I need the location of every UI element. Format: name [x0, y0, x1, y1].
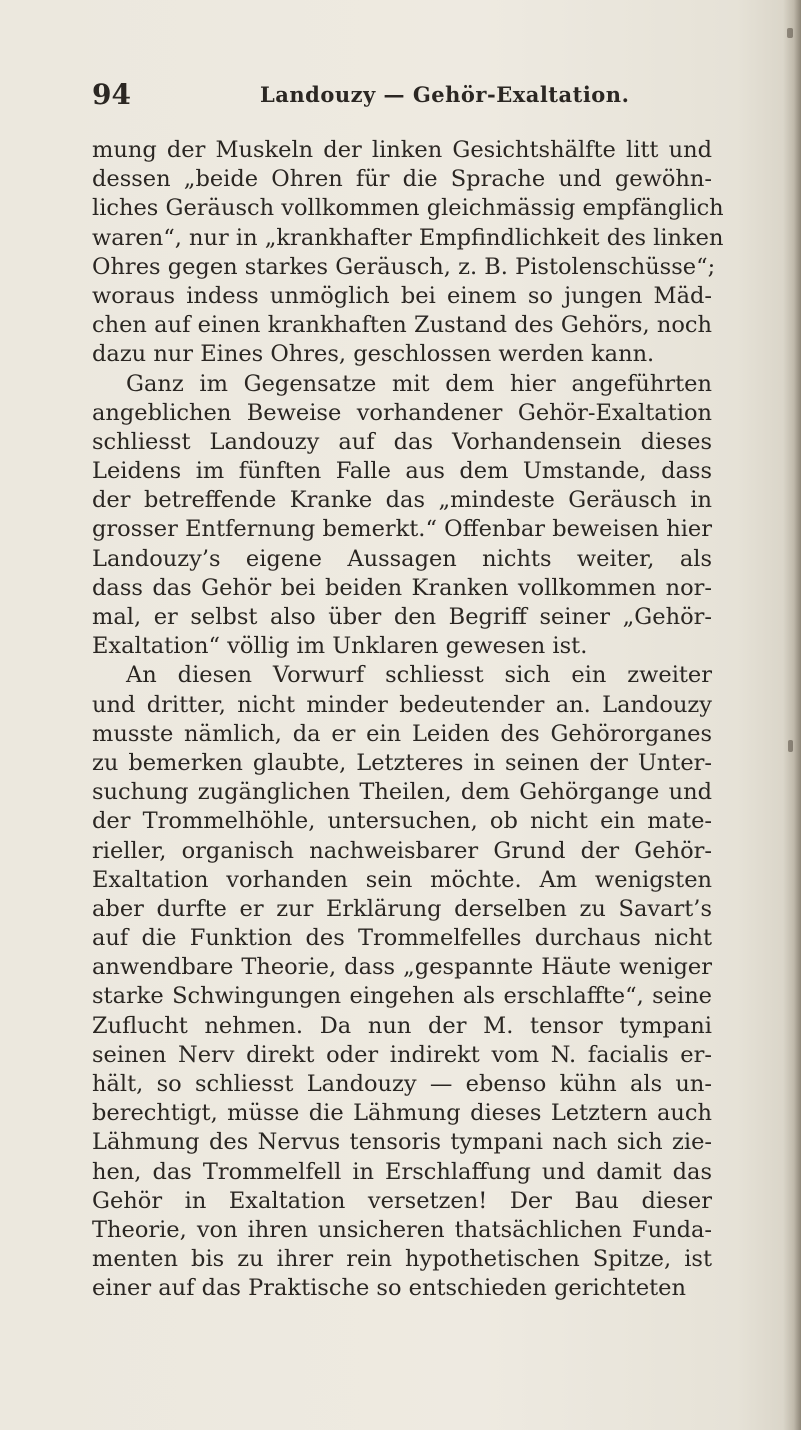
text-line: der betreffende Kranke das „mindeste Geräusch in	[92, 487, 712, 514]
text-line: seinen Nerv direkt oder indirekt vom N. facialis er-	[92, 1041, 712, 1068]
text-line: schliesst Landouzy auf das Vorhandensein dieses	[92, 428, 712, 455]
text-line: Zuflucht nehmen. Da nun der M. tensor tympani	[92, 1012, 712, 1039]
text-line: Lähmung des Nervus tensoris tympani nach sich zie-	[92, 1129, 712, 1156]
text-line: dessen „beide Ohren für die Sprache und gewöhn-	[92, 166, 712, 193]
text-line: Ganz im Gegensatze mit dem hier angeführten	[126, 370, 712, 397]
page-edge-shadow	[783, 0, 801, 1430]
text-line: Leidens im fünften Falle aus dem Umstande, dass	[92, 458, 712, 485]
text-line: Ohres gegen starkes Geräusch, z. B. Pistolenschüsse“;	[92, 253, 716, 280]
text-line: chen auf einen krankhaften Zustand des Gehörs, noch	[92, 312, 712, 339]
text-line: dass das Gehör bei beiden Kranken vollkommen nor-	[92, 574, 712, 601]
text-line: einer auf das Praktische so entschieden gerichteten	[92, 1275, 686, 1302]
text-line: rieller, organisch nachweisbarer Grund der Gehör-	[92, 837, 712, 864]
text-line: hält, so schliesst Landouzy — ebenso kühn als un-	[92, 1071, 712, 1097]
text-line: dazu nur Eines Ohres, geschlossen werden kann.	[92, 341, 655, 368]
text-line: mung der Muskeln der linken Gesichtshälfte litt und	[92, 137, 712, 163]
text-line: der Trommelhöhle, untersuchen, ob nicht ein mate-	[92, 808, 712, 835]
text-line: Exaltation“ völlig im Unklaren gewesen ist.	[92, 633, 588, 660]
text-line: An diesen Vorwurf schliesst sich ein zweiter	[126, 662, 712, 689]
text-line: waren“, nur in „krankhafter Empfindlichkeit des linken	[92, 224, 724, 251]
text-line: Exaltation vorhanden sein möchte. Am wenigsten	[92, 866, 712, 893]
text-line: Landouzy’s eigene Aussagen nichts weiter, als	[92, 545, 712, 572]
text-line: Gehör in Exaltation versetzen! Der Bau dieser	[92, 1187, 712, 1214]
text-line: und dritter, nicht minder bedeutender an. Landouzy	[92, 691, 712, 718]
paper-speck	[788, 740, 793, 752]
page-header	[92, 78, 712, 118]
text-line: menten bis zu ihrer rein hypothetischen Spitze, ist	[92, 1246, 712, 1273]
text-line: aber durfte er zur Erklärung derselben zu Savart’s	[92, 895, 712, 922]
text-line: angeblichen Beweise vorhandener Gehör-Exaltation	[92, 399, 712, 426]
body-text	[92, 136, 724, 1304]
text-line: Theorie, von ihren unsicheren thatsächlichen Funda-	[92, 1216, 712, 1243]
text-line: liches Geräusch vollkommen gleichmässig empfänglich	[92, 195, 724, 222]
text-line: mal, er selbst also über den Begriff seiner „Gehör-	[92, 604, 712, 630]
running-title: Landouzy — Gehör-Exaltation.	[260, 82, 630, 107]
text-line: woraus indess unmöglich bei einem so jungen Mäd-	[92, 282, 712, 309]
paper-speck	[787, 28, 793, 38]
text-line: berechtigt, müsse die Lähmung dieses Letztern auch	[92, 1100, 712, 1127]
text-line: zu bemerken glaubte, Letzteres in seinen der Unter-	[92, 749, 712, 776]
page-number: 94	[92, 78, 131, 111]
text-line: musste nämlich, da er ein Leiden des Gehörorganes	[92, 720, 712, 747]
text-line: suchung zugänglichen Theilen, dem Gehörgange und	[92, 779, 712, 806]
text-line: grosser Entfernung bemerkt.“ Offenbar beweisen hier	[92, 516, 712, 543]
text-line: starke Schwingungen eingehen als erschlaffte“, seine	[92, 983, 712, 1010]
text-line: hen, das Trommelfell in Erschlaffung und damit das	[92, 1158, 712, 1185]
text-line: auf die Funktion des Trommelfelles durchaus nicht	[92, 925, 712, 952]
text-line: anwendbare Theorie, dass „gespannte Häute weniger	[92, 954, 712, 981]
